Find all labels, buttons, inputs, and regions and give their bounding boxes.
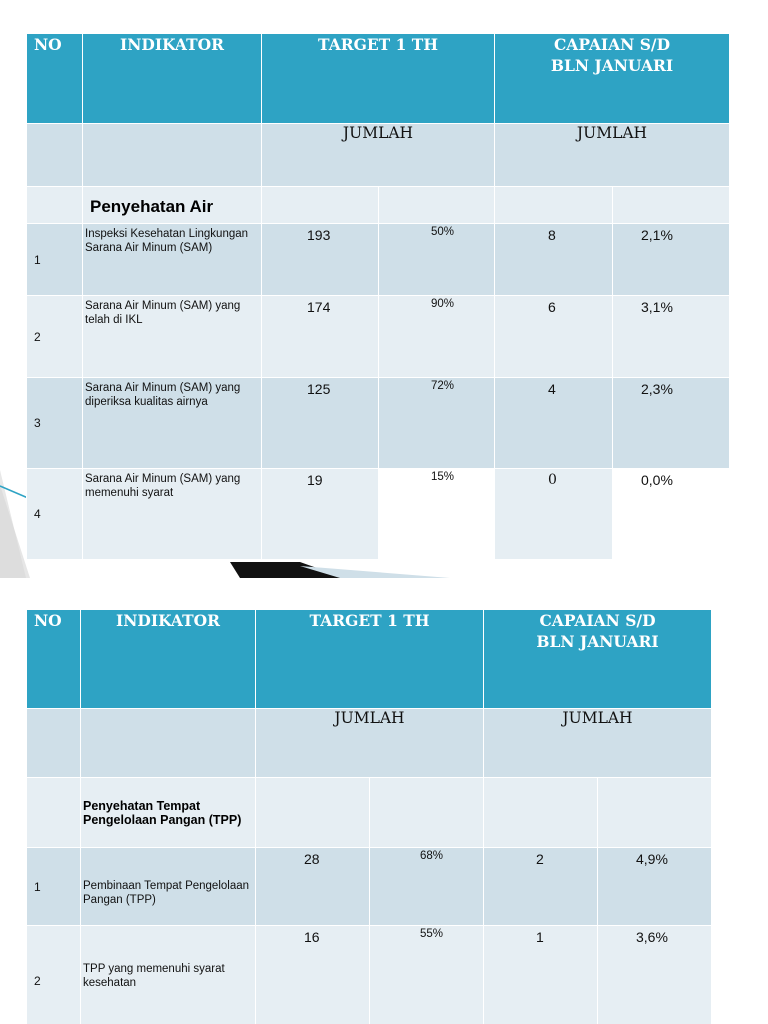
row-capaian-jumlah: 1 (484, 926, 598, 1024)
row-target-jumlah: 16 (256, 926, 370, 1024)
table-row (27, 224, 730, 296)
section-title: Penyehatan Tempat Pengelolaan Pangan (TPP) (81, 778, 256, 848)
row-target-pct: 72% (379, 378, 495, 469)
subheader-capaian-jumlah: JUMLAH (495, 124, 730, 187)
row-indikator: Sarana Air Minum (SAM) yang telah di IKL (83, 296, 262, 378)
row-indikator: Inspeksi Kesehatan Lingkungan Sarana Air Minum (SAM) (83, 224, 262, 296)
header-target: TARGET 1 TH (256, 610, 484, 709)
row-capaian-pct: 2,3% (613, 378, 730, 469)
row-indikator: Pembinaan Tempat Pengelolaan Pangan (TPP) (81, 848, 256, 926)
row-no: 2 (27, 296, 83, 378)
row-indikator: Sarana Air Minum (SAM) yang memenuhi syarat (83, 469, 262, 560)
row-capaian-pct: 0,0% (613, 469, 730, 560)
row-capaian-jumlah: 4 (495, 378, 613, 469)
row-capaian-pct: 3,1% (613, 296, 730, 378)
table-penyehatan-air (26, 33, 730, 560)
row-target-pct: 15% (379, 469, 495, 560)
row-target-pct: 90% (379, 296, 495, 378)
row-target-pct: 50% (379, 224, 495, 296)
row-target-pct: 55% (370, 926, 484, 1024)
row-capaian-pct: 2,1% (613, 224, 730, 296)
table-row (27, 926, 712, 1024)
row-indikator: Sarana Air Minum (SAM) yang diperiksa kualitas airnya (83, 378, 262, 469)
row-no: 3 (27, 378, 83, 469)
slide-2 (0, 592, 768, 1024)
row-indikator: TPP yang memenuhi syarat kesehatan (81, 926, 256, 1024)
row-capaian-jumlah: 8 (495, 224, 613, 296)
table-penyehatan-tpp (26, 609, 712, 1024)
table-row (27, 378, 730, 469)
row-target-jumlah: 193 (262, 224, 379, 296)
header-target: TARGET 1 TH (262, 34, 495, 124)
row-target-jumlah: 174 (262, 296, 379, 378)
table-row (27, 848, 712, 926)
row-target-jumlah: 19 (262, 469, 379, 560)
row-target-jumlah: 125 (262, 378, 379, 469)
header-indikator: INDIKATOR (83, 34, 262, 124)
section-title: Penyehatan Air (83, 187, 262, 224)
subheader-capaian-jumlah: JUMLAH (484, 709, 712, 778)
row-capaian-jumlah: 6 (495, 296, 613, 378)
header-capaian: CAPAIAN S/D BLN JANUARI (495, 34, 730, 124)
row-no: 1 (27, 224, 83, 296)
row-target-jumlah: 28 (256, 848, 370, 926)
row-capaian-jumlah: 0 (495, 469, 613, 560)
row-capaian-pct: 3,6% (598, 926, 712, 1024)
table-row (27, 296, 730, 378)
header-capaian: CAPAIAN S/D BLN JANUARI (484, 610, 712, 709)
header-no: NO (27, 34, 83, 124)
row-no: 4 (27, 469, 83, 560)
row-capaian-jumlah: 2 (484, 848, 598, 926)
subheader-target-jumlah: JUMLAH (262, 124, 495, 187)
header-indikator: INDIKATOR (81, 610, 256, 709)
header-no: NO (27, 610, 81, 709)
row-no: 1 (27, 848, 81, 926)
subheader-target-jumlah: JUMLAH (256, 709, 484, 778)
row-no: 2 (27, 926, 81, 1024)
table-row (27, 469, 730, 560)
row-capaian-pct: 4,9% (598, 848, 712, 926)
row-target-pct: 68% (370, 848, 484, 926)
